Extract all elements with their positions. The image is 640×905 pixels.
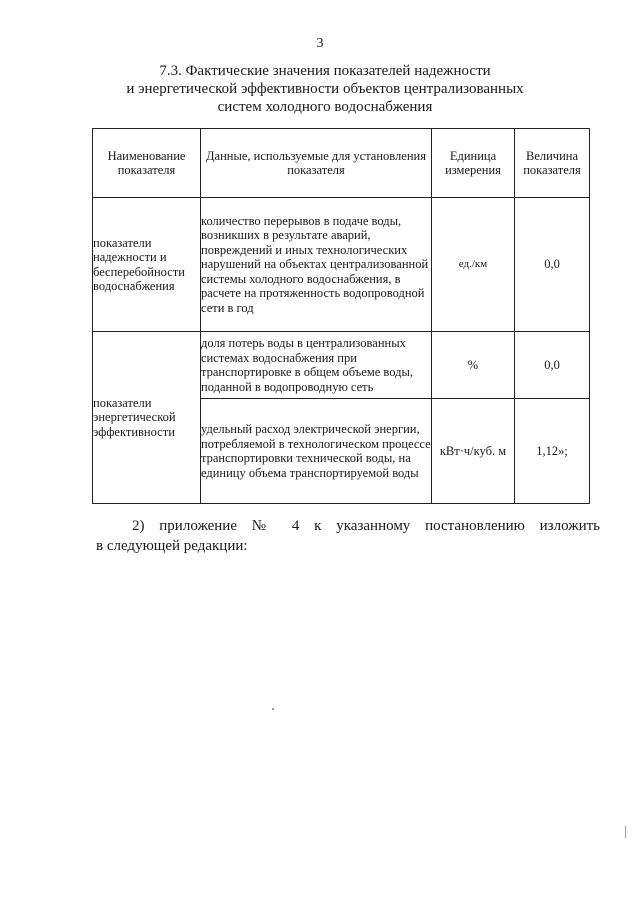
indicator-group-name: показатели энергетической эффективности xyxy=(93,332,201,504)
header-value: Величина показателя xyxy=(515,129,590,198)
indicator-data: удельный расход электрической энергии, потребляемой в технологическом процессе транспортировки технической воды, на единицу объема транспортируемой воды xyxy=(201,399,432,504)
header-source-data: Данные, используемые для установления показателя xyxy=(201,129,432,198)
paragraph-line-1: 2) приложение № 4 к указанному постановлению изложить xyxy=(132,518,600,534)
indicator-value: 0,0 xyxy=(515,198,590,332)
indicator-value: 0,0 xyxy=(515,332,590,399)
indicator-unit: % xyxy=(432,332,515,399)
header-indicator-name: Наименование показателя xyxy=(93,129,201,198)
title-line-1: 7.3. Фактические значения показателей надежности xyxy=(159,63,491,79)
title-line-3: систем холодного водоснабжения xyxy=(217,99,433,115)
page-number: 3 xyxy=(316,36,324,51)
table-row xyxy=(93,198,590,332)
indicator-group-name: показатели надежности и бесперебойности водоснабжения xyxy=(93,198,201,332)
table-row xyxy=(93,332,590,399)
indicator-value: 1,12»; xyxy=(515,399,590,504)
amendment-paragraph xyxy=(96,516,600,556)
section-title xyxy=(100,62,550,116)
indicator-unit: кВт·ч/куб. м xyxy=(432,399,515,504)
title-line-2: и энергетической эффективности объектов централизованных xyxy=(126,81,524,97)
indicators-table xyxy=(92,128,590,504)
indicator-unit: ед./км xyxy=(432,198,515,332)
table-header-row xyxy=(93,129,590,198)
scan-speck xyxy=(272,708,274,710)
paragraph-line-2: в следующей редакции: xyxy=(96,538,248,554)
header-unit: Единица измерения xyxy=(432,129,515,198)
indicator-data: доля потерь воды в централизованных системах водоснабжения при транспортировке в общем объеме воды, поданной в водопроводную сеть xyxy=(201,332,432,399)
scan-speck xyxy=(625,826,626,838)
indicator-data: количество перерывов в подаче воды, возникших в результате аварий, повреждений и иных технологических нарушений на объектах централизованной системы холодного водоснабжения, в расчете на протяженность водопроводной сети в год xyxy=(201,198,432,332)
